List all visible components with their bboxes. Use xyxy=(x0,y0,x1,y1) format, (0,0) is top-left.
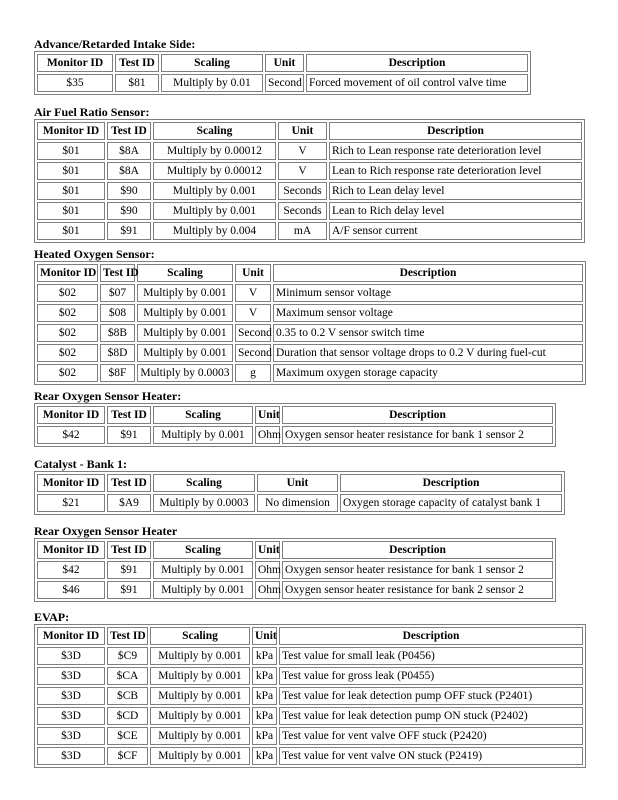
table-header-row xyxy=(37,627,583,645)
header-description: Description xyxy=(282,541,553,559)
table-header-row xyxy=(37,122,582,140)
monitor-table xyxy=(34,119,585,243)
header-unit: Unit xyxy=(265,54,304,72)
cell-test-id: $91 xyxy=(107,561,151,579)
cell-monitor-id: $01 xyxy=(37,182,105,200)
header-test-id: Test ID xyxy=(107,627,148,645)
cell-description: Oxygen storage capacity of catalyst bank 1 xyxy=(340,494,562,512)
cell-unit: Ohm xyxy=(255,426,280,444)
header-scaling: Scaling xyxy=(153,406,253,424)
header-unit: Unit xyxy=(235,264,271,282)
table-row xyxy=(37,494,562,512)
cell-test-id: $8F xyxy=(100,364,135,382)
cell-description: Test value for vent valve ON stuck (P2419) xyxy=(279,747,583,765)
table-row xyxy=(37,222,582,240)
table-row xyxy=(37,747,583,765)
cell-description: Test value for leak detection pump ON stuck (P2402) xyxy=(279,707,583,725)
header-test-id: Test ID xyxy=(115,54,159,72)
table-row xyxy=(37,727,583,745)
cell-monitor-id: $01 xyxy=(37,202,105,220)
header-description: Description xyxy=(306,54,528,72)
cell-description: Rich to Lean delay level xyxy=(329,182,582,200)
cell-description: Test value for small leak (P0456) xyxy=(279,647,583,665)
cell-monitor-id: $21 xyxy=(37,494,105,512)
cell-unit: V xyxy=(235,284,271,302)
cell-unit: g xyxy=(235,364,271,382)
cell-test-id: $81 xyxy=(115,74,159,92)
cell-monitor-id: $35 xyxy=(37,74,113,92)
cell-scaling: Multiply by 0.001 xyxy=(150,727,250,745)
cell-scaling: Multiply by 0.001 xyxy=(137,284,233,302)
cell-test-id: $8A xyxy=(107,162,151,180)
monitor-table xyxy=(34,51,531,95)
cell-scaling: Multiply by 0.001 xyxy=(150,667,250,685)
header-test-id: Test ID xyxy=(107,541,151,559)
section-rear-oxygen-sensor-heater xyxy=(34,389,556,447)
header-unit: Unit xyxy=(255,406,280,424)
cell-unit: kPa xyxy=(252,667,277,685)
cell-unit: V xyxy=(235,304,271,322)
table-row xyxy=(37,304,583,322)
cell-description: Maximum sensor voltage xyxy=(273,304,583,322)
table-row xyxy=(37,74,528,92)
cell-scaling: Multiply by 0.01 xyxy=(161,74,263,92)
table-row xyxy=(37,182,582,200)
cell-scaling: Multiply by 0.00012 xyxy=(153,142,276,160)
cell-monitor-id: $3D xyxy=(37,687,105,705)
table-header-row xyxy=(37,264,583,282)
header-monitor-id: Monitor ID xyxy=(37,474,105,492)
header-test-id: Test ID xyxy=(107,122,151,140)
table-row xyxy=(37,364,583,382)
header-test-id: Test ID xyxy=(107,406,151,424)
header-unit: Unit xyxy=(278,122,327,140)
header-scaling: Scaling xyxy=(137,264,233,282)
table-header-row xyxy=(37,474,562,492)
header-description: Description xyxy=(273,264,583,282)
table-row xyxy=(37,647,583,665)
cell-description: Oxygen sensor heater resistance for bank 1 sensor 2 xyxy=(282,426,553,444)
cell-test-id: $CD xyxy=(107,707,148,725)
cell-scaling: Multiply by 0.001 xyxy=(153,581,253,599)
header-scaling: Scaling xyxy=(153,122,276,140)
cell-unit: Seconds xyxy=(278,182,327,200)
cell-monitor-id: $3D xyxy=(37,707,105,725)
section-air-fuel-ratio-sensor xyxy=(34,105,585,243)
cell-unit: Ohm xyxy=(255,581,280,599)
header-scaling: Scaling xyxy=(153,474,255,492)
cell-test-id: $CA xyxy=(107,667,148,685)
cell-unit: Second xyxy=(235,344,271,362)
section-heading: Rear Oxygen Sensor Heater: xyxy=(34,389,182,403)
cell-monitor-id: $3D xyxy=(37,647,105,665)
cell-unit: kPa xyxy=(252,687,277,705)
table-row xyxy=(37,426,553,444)
monitor-table xyxy=(34,261,586,385)
cell-scaling: Multiply by 0.001 xyxy=(150,687,250,705)
cell-unit: V xyxy=(278,162,327,180)
table-row xyxy=(37,667,583,685)
cell-unit: Second xyxy=(265,74,304,92)
cell-test-id: $8B xyxy=(100,324,135,342)
section-heading: Advance/Retarded Intake Side: xyxy=(34,37,196,51)
cell-scaling: Multiply by 0.001 xyxy=(150,707,250,725)
section-heading: EVAP: xyxy=(34,610,70,624)
cell-description: Minimum sensor voltage xyxy=(273,284,583,302)
section-heading: Rear Oxygen Sensor Heater xyxy=(34,524,178,538)
cell-monitor-id: $02 xyxy=(37,364,98,382)
section-rear-oxygen-sensor-heater-2 xyxy=(34,524,556,602)
cell-monitor-id: $02 xyxy=(37,344,98,362)
monitor-table xyxy=(34,471,565,515)
cell-test-id: $08 xyxy=(100,304,135,322)
section-catalyst-bank-1 xyxy=(34,457,565,515)
table-row xyxy=(37,581,553,599)
header-description: Description xyxy=(340,474,562,492)
cell-unit: kPa xyxy=(252,707,277,725)
header-monitor-id: Monitor ID xyxy=(37,122,105,140)
table-row xyxy=(37,344,583,362)
header-scaling: Scaling xyxy=(161,54,263,72)
section-heading: Heated Oxygen Sensor: xyxy=(34,247,155,261)
cell-scaling: Multiply by 0.001 xyxy=(150,747,250,765)
cell-test-id: $8A xyxy=(107,142,151,160)
cell-test-id: $CB xyxy=(107,687,148,705)
cell-unit: No dimension xyxy=(257,494,338,512)
cell-unit: Ohm xyxy=(255,561,280,579)
cell-description: Forced movement of oil control valve time xyxy=(306,74,528,92)
cell-monitor-id: $3D xyxy=(37,747,105,765)
monitor-table xyxy=(34,624,586,768)
cell-description: Test value for vent valve OFF stuck (P2420) xyxy=(279,727,583,745)
cell-description: Oxygen sensor heater resistance for bank 1 sensor 2 xyxy=(282,561,553,579)
cell-monitor-id: $42 xyxy=(37,426,105,444)
cell-scaling: Multiply by 0.00012 xyxy=(153,162,276,180)
cell-monitor-id: $01 xyxy=(37,162,105,180)
cell-scaling: Multiply by 0.001 xyxy=(150,647,250,665)
cell-description: Test value for leak detection pump OFF stuck (P2401) xyxy=(279,687,583,705)
cell-scaling: Multiply by 0.001 xyxy=(153,202,276,220)
cell-scaling: Multiply by 0.001 xyxy=(153,561,253,579)
table-header-row xyxy=(37,54,528,72)
cell-test-id: $90 xyxy=(107,202,151,220)
section-heading: Catalyst - Bank 1: xyxy=(34,457,128,471)
cell-test-id: $CE xyxy=(107,727,148,745)
cell-description: Duration that sensor voltage drops to 0.2 V during fuel-cut xyxy=(273,344,583,362)
cell-unit: Second xyxy=(235,324,271,342)
header-monitor-id: Monitor ID xyxy=(37,54,113,72)
cell-monitor-id: $3D xyxy=(37,667,105,685)
cell-unit: kPa xyxy=(252,747,277,765)
cell-test-id: $91 xyxy=(107,222,151,240)
cell-unit: mA xyxy=(278,222,327,240)
cell-description: Lean to Rich delay level xyxy=(329,202,582,220)
cell-scaling: Multiply by 0.0003 xyxy=(153,494,255,512)
cell-unit: Seconds xyxy=(278,202,327,220)
table-header-row xyxy=(37,541,553,559)
header-unit: Unit xyxy=(255,541,280,559)
cell-description: Maximum oxygen storage capacity xyxy=(273,364,583,382)
section-heated-oxygen-sensor xyxy=(34,247,586,385)
cell-monitor-id: $01 xyxy=(37,222,105,240)
cell-unit: kPa xyxy=(252,647,277,665)
table-row xyxy=(37,142,582,160)
cell-scaling: Multiply by 0.001 xyxy=(153,426,253,444)
table-row xyxy=(37,284,583,302)
header-scaling: Scaling xyxy=(150,627,250,645)
cell-unit: V xyxy=(278,142,327,160)
cell-description: Oxygen sensor heater resistance for bank 2 sensor 2 xyxy=(282,581,553,599)
cell-description: 0.35 to 0.2 V sensor switch time xyxy=(273,324,583,342)
cell-monitor-id: $01 xyxy=(37,142,105,160)
header-scaling: Scaling xyxy=(153,541,253,559)
section-advance-retarded-intake xyxy=(34,37,531,95)
cell-scaling: Multiply by 0.001 xyxy=(153,182,276,200)
cell-monitor-id: $02 xyxy=(37,304,98,322)
cell-monitor-id: $02 xyxy=(37,324,98,342)
cell-scaling: Multiply by 0.001 xyxy=(137,324,233,342)
cell-unit: kPa xyxy=(252,727,277,745)
cell-description: Rich to Lean response rate deterioration level xyxy=(329,142,582,160)
table-row xyxy=(37,687,583,705)
section-evap xyxy=(34,610,586,768)
cell-description: A/F sensor current xyxy=(329,222,582,240)
cell-test-id: $91 xyxy=(107,426,151,444)
table-row xyxy=(37,561,553,579)
cell-description: Lean to Rich response rate deterioration level xyxy=(329,162,582,180)
table-header-row xyxy=(37,406,553,424)
header-monitor-id: Monitor ID xyxy=(37,627,105,645)
header-test-id: Test ID xyxy=(107,474,151,492)
table-row xyxy=(37,202,582,220)
cell-scaling: Multiply by 0.001 xyxy=(137,304,233,322)
header-description: Description xyxy=(279,627,583,645)
header-description: Description xyxy=(282,406,553,424)
cell-scaling: Multiply by 0.0003 xyxy=(137,364,233,382)
header-test-id: Test ID xyxy=(100,264,135,282)
cell-monitor-id: $02 xyxy=(37,284,98,302)
table-row xyxy=(37,707,583,725)
cell-monitor-id: $42 xyxy=(37,561,105,579)
header-monitor-id: Monitor ID xyxy=(37,406,105,424)
cell-test-id: $07 xyxy=(100,284,135,302)
header-monitor-id: Monitor ID xyxy=(37,264,98,282)
monitor-table xyxy=(34,538,556,602)
cell-description: Test value for gross leak (P0455) xyxy=(279,667,583,685)
section-heading: Air Fuel Ratio Sensor: xyxy=(34,105,150,119)
header-monitor-id: Monitor ID xyxy=(37,541,105,559)
cell-test-id: $91 xyxy=(107,581,151,599)
header-description: Description xyxy=(329,122,582,140)
cell-test-id: $90 xyxy=(107,182,151,200)
cell-monitor-id: $46 xyxy=(37,581,105,599)
cell-test-id: $CF xyxy=(107,747,148,765)
header-unit: Unit xyxy=(252,627,277,645)
table-row xyxy=(37,324,583,342)
cell-monitor-id: $3D xyxy=(37,727,105,745)
cell-scaling: Multiply by 0.001 xyxy=(137,344,233,362)
header-unit: Unit xyxy=(257,474,338,492)
monitor-table xyxy=(34,403,556,447)
cell-test-id: $C9 xyxy=(107,647,148,665)
cell-scaling: Multiply by 0.004 xyxy=(153,222,276,240)
cell-test-id: $A9 xyxy=(107,494,151,512)
cell-test-id: $8D xyxy=(100,344,135,362)
table-row xyxy=(37,162,582,180)
